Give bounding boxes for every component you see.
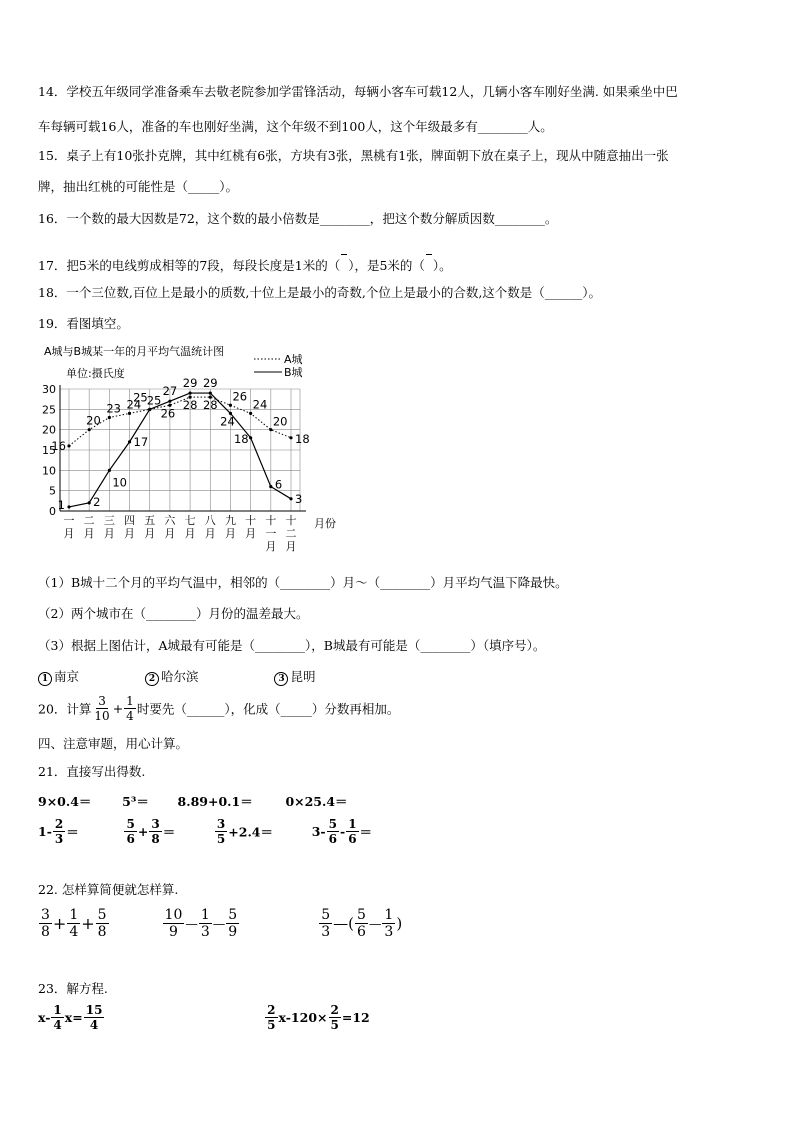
fraction: [226, 908, 239, 939]
fraction: [163, 908, 185, 939]
x-tick-label: 十: [265, 514, 277, 527]
denominator: 4: [53, 1018, 62, 1032]
x-tick-label: 八: [204, 514, 216, 527]
fraction: [149, 818, 161, 845]
x-tick-label: 三: [103, 514, 115, 527]
q17-part1: 17．把5米的电线剪成相等的7段，每段长度是1米的（: [38, 258, 341, 273]
data-label: 24: [252, 397, 268, 412]
text: ＝: [66, 824, 79, 840]
numerator: 5: [97, 907, 107, 923]
operator: ): [396, 914, 403, 933]
equation-2: [264, 1003, 370, 1032]
x-tick-label: 月: [224, 527, 236, 540]
y-tick-label: 20: [42, 423, 56, 437]
x-tick-label: 月: [204, 527, 216, 540]
circled-number: 3: [274, 672, 288, 686]
data-point: [88, 501, 91, 504]
q23-equations: [38, 1004, 370, 1031]
q17-part3: ）。: [432, 258, 452, 273]
data-point: [188, 391, 191, 394]
fraction: [327, 818, 339, 845]
denominator: 8: [97, 924, 107, 940]
q21-row1: [38, 792, 348, 810]
q14-line1: 14．学校五年级同学准备乘车去敬老院参加学雷锋活动，每辆小客车可载12人，几辆小客车刚好坐满. 如果乘坐中巴: [38, 84, 678, 99]
data-label: 16: [51, 438, 66, 453]
data-label: 20: [272, 414, 288, 429]
fraction: [124, 818, 136, 845]
numerator: 1: [53, 1003, 62, 1017]
numerator: 3: [151, 817, 160, 831]
x-tick-label: 二: [83, 514, 95, 527]
data-point: [249, 412, 252, 415]
x-tick-label: 月: [63, 527, 75, 540]
chart-legend: [254, 353, 303, 379]
q19-sub3: （3）根据上图估计，A城最有可能是（________），B城最有可能是（________）（填序号）。: [38, 638, 546, 653]
x-tick-label: 月: [83, 527, 95, 540]
denominator: 3: [54, 832, 64, 846]
q15-line2: 牌，抽出红桃的可能性是（_____）。: [38, 179, 239, 194]
denominator: 3: [321, 924, 331, 940]
legend-label: A城: [284, 353, 303, 366]
plus-sign: +: [112, 701, 124, 716]
calc-item: [214, 817, 274, 846]
x-tick-label: 月: [245, 527, 257, 540]
data-label: 29: [182, 376, 198, 391]
denominator: 4: [69, 924, 79, 940]
circled-number: 1: [38, 672, 52, 686]
data-label: 20: [86, 413, 101, 428]
text: 1-: [38, 824, 52, 839]
q21-row2: [38, 818, 372, 845]
fraction: [329, 1004, 341, 1031]
text: x-: [38, 1010, 51, 1025]
x-tick-label: 月: [184, 527, 196, 540]
data-label: 23: [106, 401, 122, 416]
equation-1: [38, 1003, 105, 1032]
calc-item: [311, 817, 373, 846]
numerator: 5: [328, 817, 337, 831]
data-point: [108, 469, 111, 472]
denominator: 6: [356, 924, 366, 940]
data-label: 18: [295, 431, 310, 446]
q19-sub2: （2）两个城市在（________）月份的温差最大。: [38, 606, 309, 621]
y-tick-label: 10: [42, 464, 56, 478]
y-tick-label: 5: [49, 484, 56, 498]
text: =12: [341, 1010, 370, 1025]
numerator: 5: [321, 907, 331, 923]
x-tick-label: 七: [184, 514, 196, 527]
data-label: 26: [232, 389, 248, 404]
fraction: [346, 818, 358, 845]
x-tick-label: 月: [265, 540, 277, 553]
fraction: [92, 695, 111, 722]
option-label: 哈尔滨: [160, 669, 199, 684]
numerator: 1: [126, 694, 134, 708]
chart-unit-label: 单位:摄氏度: [66, 367, 125, 380]
denominator: 8: [41, 924, 50, 940]
denominator: 3: [200, 924, 210, 940]
q16-text: 16．一个数的最大因数是72，这个数的最小倍数是________，把这个数分解质因数________。: [38, 211, 558, 226]
numerator: 3: [216, 817, 226, 831]
data-label: 3: [295, 491, 303, 506]
calc-item: 9×0.4＝: [38, 794, 92, 809]
option-label: 南京: [54, 669, 80, 684]
x-tick-label: 二: [285, 527, 297, 540]
q23-title: 23．解方程.: [38, 981, 108, 996]
x-tick-label: 一: [265, 527, 277, 540]
data-label: 26: [160, 406, 176, 421]
fraction: [84, 1004, 105, 1031]
y-tick-label: 0: [49, 505, 56, 518]
option-1: [38, 669, 79, 684]
x-tick-label: 月: [144, 527, 156, 540]
q21-title: 21．直接写出得数.: [38, 764, 146, 779]
chart-title: A城与B城某一年的月平均气温统计图: [44, 345, 225, 358]
fraction: [382, 908, 395, 939]
numerator: 1: [200, 907, 210, 923]
data-point: [168, 400, 171, 403]
denominator: 6: [348, 832, 357, 846]
x-tick-label: 月: [164, 527, 176, 540]
numerator: 3: [98, 694, 106, 708]
text: +2.4＝: [228, 824, 274, 840]
data-label: 25: [133, 390, 148, 405]
denominator: 5: [267, 1018, 276, 1032]
numerator: 2: [330, 1003, 339, 1017]
text: x=: [64, 1010, 83, 1025]
numerator: 1: [384, 907, 394, 923]
q19-title: 19．看图填空。: [38, 316, 129, 331]
data-label: 24: [220, 414, 235, 429]
q14-line2: 车每辆可载16人，准备的车也刚好坐满，这个年级不到100人，这个年级最多有________人。: [38, 119, 553, 134]
fraction: [53, 818, 65, 845]
x-tick-label: 六: [164, 514, 176, 527]
numerator: 10: [164, 907, 183, 923]
fraction: [67, 908, 80, 939]
x-tick-label: 五: [144, 514, 156, 527]
temperature-chart: [30, 337, 360, 561]
numerator: 3: [41, 907, 50, 923]
circled-number: 2: [145, 672, 159, 686]
denominator: 10: [94, 709, 110, 723]
denominator: 6: [126, 832, 135, 846]
numerator: 5: [356, 907, 366, 923]
data-point: [289, 497, 292, 500]
data-label: 28: [202, 398, 218, 413]
data-label: 24: [126, 397, 142, 412]
x-tick-label: 月: [124, 527, 136, 540]
q19-sub1: （1）B城十二个月的平均气温中，相邻的（________）月～（________）月平均气温下降最快。: [38, 575, 568, 590]
fraction: [199, 908, 212, 939]
text: x-120×: [278, 1010, 328, 1025]
q17-blank1: [340, 258, 348, 273]
text: 3-: [311, 824, 326, 839]
section4-heading: 四、注意审题，用心计算。: [38, 736, 189, 751]
data-point: [229, 404, 232, 407]
text: +: [137, 824, 149, 839]
denominator: 4: [126, 709, 134, 723]
operator: —: [368, 916, 382, 931]
data-label: 29: [202, 376, 218, 391]
data-label: 2: [93, 494, 101, 509]
data-label: 25: [146, 393, 162, 408]
q18-text: 18．一个三位数,百位上是最小的质数,十位上是最小的奇数,个位上是最小的合数,这个数是（______）。: [38, 285, 602, 300]
fraction: [124, 695, 136, 722]
q19-options: [38, 667, 315, 686]
x-tick-label: 一: [63, 514, 75, 527]
denominator: 3: [384, 924, 394, 940]
calc-item: 0×25.4＝: [285, 794, 348, 809]
data-point: [67, 505, 70, 508]
expr-3: [318, 907, 403, 940]
fraction: [39, 908, 52, 939]
y-tick-label: 25: [42, 403, 56, 417]
x-tick-label: 四: [124, 514, 136, 527]
x-tick-label: 十: [245, 514, 257, 527]
fraction: [51, 1004, 63, 1031]
data-point: [249, 436, 252, 439]
denominator: 8: [151, 832, 160, 846]
text: ＝: [359, 824, 373, 840]
numerator: 1: [348, 817, 357, 831]
calc-item: 5³＝: [122, 794, 149, 809]
data-label: 27: [162, 384, 178, 399]
calc-item: [123, 817, 176, 846]
data-point: [269, 485, 272, 488]
x-tick-label: 九: [224, 514, 236, 527]
data-label: 10: [112, 475, 128, 490]
text: -: [339, 824, 346, 839]
data-point: [128, 412, 131, 415]
q17-part2: ），是5米的（: [348, 258, 425, 273]
denominator: 4: [89, 1018, 99, 1032]
calc-item: 8.89+0.1＝: [177, 794, 253, 809]
fraction: [96, 908, 109, 939]
x-tick-label: 月: [103, 527, 115, 540]
y-tick-label: 15: [42, 444, 56, 457]
data-label: 18: [233, 431, 249, 446]
operator: +: [81, 914, 95, 933]
option-2: [145, 669, 199, 684]
numerator: 5: [126, 817, 135, 831]
denominator: 5: [330, 1018, 339, 1032]
operator: —: [212, 916, 226, 931]
option-label: 昆明: [290, 669, 316, 684]
numerator: 1: [69, 907, 79, 923]
y-tick-label: 30: [42, 383, 56, 396]
x-tick-label: 十: [285, 514, 297, 527]
q20-part2: 时要先（______），化成（_____）分数再相加。: [136, 701, 400, 717]
expr-2: [162, 907, 241, 940]
operator: +: [52, 914, 67, 933]
x-tick-label: 月: [285, 540, 297, 553]
q20-part1: 20．计算: [38, 701, 92, 717]
numerator: 15: [85, 1003, 103, 1017]
data-label: 17: [133, 434, 149, 449]
data-point: [209, 391, 212, 394]
denominator: 9: [228, 924, 238, 940]
data-label: 1: [57, 497, 65, 512]
option-3: [274, 669, 315, 684]
numerator: 2: [267, 1003, 276, 1017]
denominator: 9: [169, 924, 178, 940]
data-point: [67, 444, 70, 447]
numerator: 2: [54, 817, 64, 831]
fraction: [355, 908, 368, 939]
data-point: [88, 428, 91, 431]
q20-text: [38, 695, 399, 722]
calc-item: [38, 817, 79, 846]
q15-line1: 15．桌子上有10张扑克牌，其中红桃有6张，方块有3张，黑桃有1张，牌面朝下放在桌子上，现从中随意抽出一张: [38, 148, 669, 163]
fraction: [265, 1004, 277, 1031]
chart-xlabel: 月份: [314, 517, 336, 530]
numerator: 5: [228, 907, 238, 923]
q17-blank2: [425, 258, 433, 273]
denominator: 5: [216, 832, 226, 846]
q17-text: [38, 256, 452, 274]
data-point: [148, 408, 151, 411]
operator: —(: [333, 914, 354, 933]
data-label: 6: [274, 477, 283, 492]
data-point: [108, 416, 111, 419]
data-point: [289, 436, 292, 439]
fraction: [319, 908, 332, 939]
q22-title: 22. 怎样算简便就怎样算.: [38, 882, 179, 897]
q22-expressions: [38, 908, 402, 939]
data-label: 28: [182, 398, 198, 413]
text: ＝: [162, 824, 176, 840]
denominator: 6: [328, 832, 337, 846]
data-point: [128, 440, 131, 443]
legend-label: B城: [284, 366, 303, 379]
operator: —: [185, 916, 198, 931]
expr-1: [38, 907, 110, 940]
fraction: [215, 818, 227, 845]
